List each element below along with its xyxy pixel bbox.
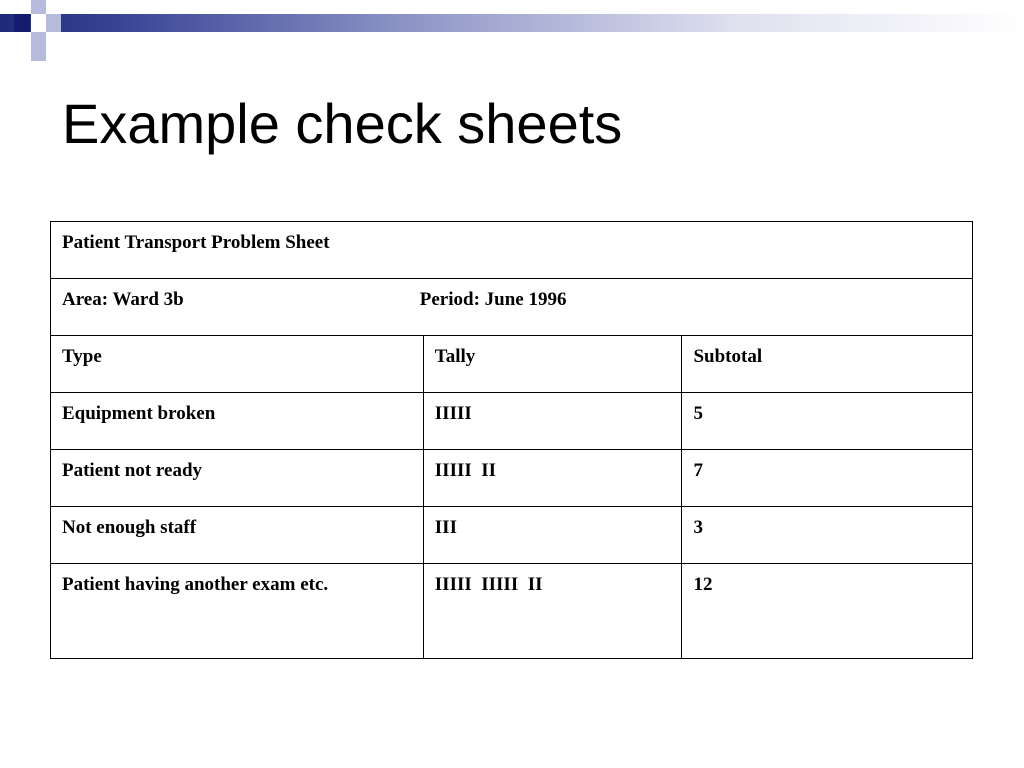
check-sheet-table bbox=[50, 221, 973, 659]
decor-square-light bbox=[31, 0, 46, 14]
table-row bbox=[51, 450, 973, 507]
period-label: Period: June 1996 bbox=[419, 289, 567, 310]
column-header-subtotal: Subtotal bbox=[682, 336, 973, 393]
cell-type: Equipment broken bbox=[51, 393, 424, 450]
area-label: Area: Ward 3b bbox=[62, 289, 184, 310]
decor-square-light bbox=[46, 14, 61, 32]
sheet-meta-cell bbox=[51, 279, 973, 336]
cell-subtotal: 7 bbox=[682, 450, 973, 507]
column-header-type: Type bbox=[51, 336, 424, 393]
cell-tally: IIIII IIIII II bbox=[423, 564, 682, 659]
cell-type: Not enough staff bbox=[51, 507, 424, 564]
table-row bbox=[51, 393, 973, 450]
column-header-tally: Tally bbox=[423, 336, 682, 393]
sheet-heading: Patient Transport Problem Sheet bbox=[51, 222, 973, 279]
table-header-row bbox=[51, 336, 973, 393]
decor-square-white bbox=[31, 14, 46, 32]
table-row bbox=[51, 507, 973, 564]
cell-tally: IIIII bbox=[423, 393, 682, 450]
cell-subtotal: 3 bbox=[682, 507, 973, 564]
cell-subtotal: 5 bbox=[682, 393, 973, 450]
header-gradient-band bbox=[0, 14, 1024, 32]
slide-title: Example check sheets bbox=[62, 92, 623, 155]
cell-tally: III bbox=[423, 507, 682, 564]
cell-type: Patient having another exam etc. bbox=[51, 564, 424, 659]
decor-square-light bbox=[31, 32, 46, 46]
cell-subtotal: 12 bbox=[682, 564, 973, 659]
table-row bbox=[51, 279, 973, 336]
decor-square-white bbox=[61, 0, 76, 14]
decor-square-light bbox=[31, 46, 46, 61]
table-row bbox=[51, 222, 973, 279]
table-row bbox=[51, 564, 973, 659]
decor-square-navy bbox=[14, 14, 30, 32]
cell-type: Patient not ready bbox=[51, 450, 424, 507]
cell-tally: IIIII II bbox=[423, 450, 682, 507]
